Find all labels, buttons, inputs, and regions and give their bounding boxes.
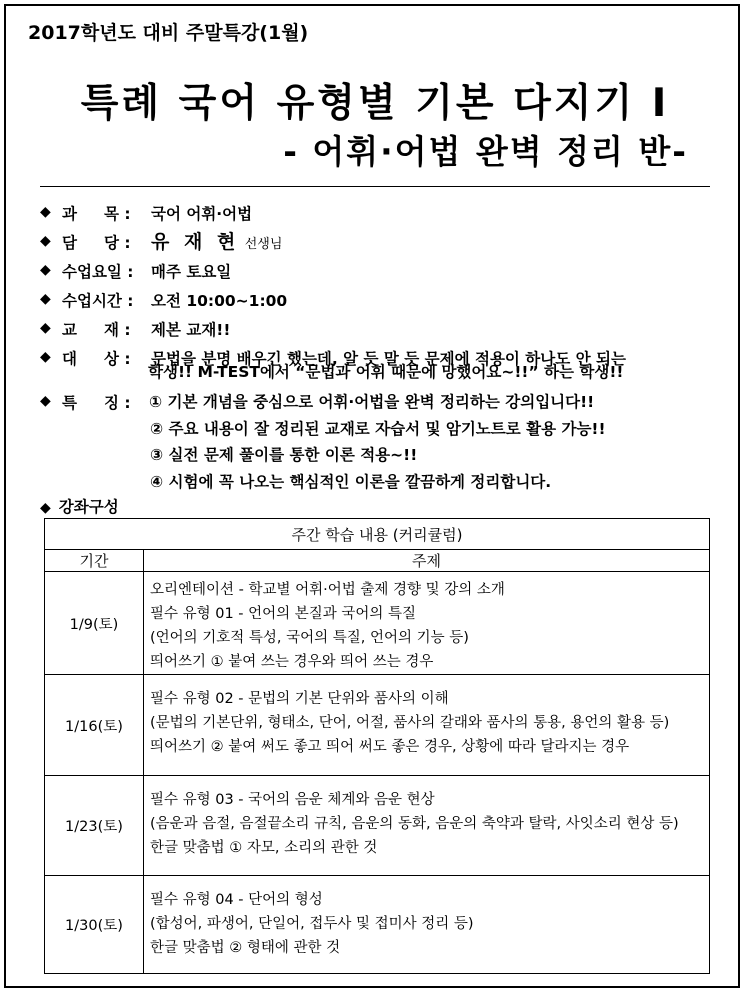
table-row — [45, 572, 710, 675]
target-label: 대 상 : — [62, 350, 131, 368]
topic-line: 띄어쓰기 ① 붙여 쓰는 경우와 띄어 쓰는 경우 — [150, 654, 434, 670]
time-label: 수업시간 : — [62, 292, 134, 310]
topic-line: (문법의 기본단위, 형태소, 단어, 어절, 품사의 갈래와 품사의 통용, 용언의 활용 등) — [150, 715, 670, 731]
subject-value: 국어 어휘·어법 — [151, 205, 253, 223]
page-title: 특례 국어 유형별 기본 다지기 Ⅰ — [80, 81, 670, 126]
table-row — [45, 876, 710, 974]
diamond-bullet-icon: ◆ — [40, 349, 51, 365]
page-subtitle: - 어휘·어법 완벽 정리 반- — [283, 132, 688, 171]
target-line-2: 학생!! M-TEST에서 “문법과 어휘 때문에 망했어요~!!” 하는 학생!! — [148, 363, 624, 381]
curriculum-table — [44, 518, 710, 974]
day-label: 수업요일 : — [62, 263, 134, 281]
teacher-value — [151, 227, 282, 254]
lectures-label: 강좌구성 — [58, 498, 119, 516]
table-header-row — [45, 550, 710, 572]
info-row-teacher — [40, 225, 730, 254]
topic-cell — [144, 776, 710, 876]
textbook-value: 제본 교재!! — [151, 321, 231, 339]
topic-line: 필수 유형 02 - 문법의 기본 단위와 품사의 이해 — [150, 691, 449, 707]
diamond-bullet-icon: ◆ — [40, 393, 51, 409]
col-header-period: 기간 — [45, 550, 144, 572]
subject-label: 과 목 : — [62, 205, 131, 223]
feature-item: ③ 실전 문제 풀이를 통한 이론 적용~!! — [150, 446, 418, 464]
lectures-heading — [40, 495, 119, 517]
topic-line: (합성어, 파생어, 단일어, 접두사 및 접미사 정리 등) — [150, 916, 474, 932]
table-row — [45, 776, 710, 876]
teacher-suffix: 선생님 — [244, 237, 283, 252]
teacher-name: 유 재 현 — [151, 231, 240, 253]
diamond-bullet-icon: ◆ — [40, 500, 51, 516]
topic-line: 필수 유형 04 - 단어의 형성 — [150, 892, 323, 908]
period-cell: 1/30(토) — [45, 876, 144, 974]
day-value: 매주 토요일 — [151, 263, 232, 281]
info-row-time — [40, 283, 730, 312]
teacher-label: 담 당 : — [62, 234, 131, 252]
info-row-textbook — [40, 312, 730, 341]
topic-line: 필수 유형 01 - 언어의 본질과 국어의 특질 — [150, 606, 417, 622]
topic-line: 오리엔테이션 - 학교별 어휘·어법 출제 경향 및 강의 소개 — [150, 582, 505, 598]
title-divider — [40, 186, 710, 187]
diamond-bullet-icon: ◆ — [40, 291, 51, 307]
topic-line: 필수 유형 03 - 국어의 음운 체계와 음운 현상 — [150, 792, 435, 808]
topic-line: (음운과 음절, 음절끝소리 규칙, 음운의 동화, 음운의 축약과 탈락, 사잇소리 현상 등) — [150, 816, 679, 832]
diamond-bullet-icon: ◆ — [40, 320, 51, 336]
features-label: 특 징 : — [62, 394, 131, 412]
period-cell: 1/16(토) — [45, 675, 144, 776]
info-row-day — [40, 254, 730, 283]
info-row-subject — [40, 196, 730, 225]
period-cell: 1/23(토) — [45, 776, 144, 876]
col-header-topic: 주제 — [144, 550, 710, 572]
feature-item: ② 주요 내용이 잘 정리된 교재로 자습서 및 암기노트로 활용 가능!! — [150, 420, 606, 438]
time-value: 오전 10:00~1:00 — [151, 292, 288, 310]
feature-item: ④ 시험에 꼭 나오는 핵심적인 이론을 깔끔하게 정리합니다. — [150, 473, 552, 491]
topic-cell — [144, 675, 710, 776]
diamond-bullet-icon: ◆ — [40, 233, 51, 249]
diamond-bullet-icon: ◆ — [40, 262, 51, 278]
topic-line: (언어의 기호적 특성, 국어의 특질, 언어의 기능 등) — [150, 630, 469, 646]
table-title-row — [45, 519, 710, 550]
table-title: 주간 학습 내용 (커리큘럼) — [45, 519, 710, 550]
topic-line: 한글 맞춤법 ① 자모, 소리의 관한 것 — [150, 840, 378, 856]
course-info — [40, 188, 730, 370]
table-row — [45, 675, 710, 776]
course-year-label: 2017학년도 대비 주말특강(1월) — [28, 22, 309, 44]
target-line-1: 문법을 분명 배우긴 했는데, 알 듯 말 듯 문제에 적용이 하나도 안 되는 — [151, 350, 626, 368]
period-cell: 1/9(토) — [45, 572, 144, 675]
feature-item: ① 기본 개념을 중심으로 어휘·어법을 완벽 정리하는 강의입니다!! — [149, 393, 595, 411]
topic-line: 띄어쓰기 ② 붙여 써도 좋고 띄어 써도 좋은 경우, 상황에 따라 달라지는 경우 — [150, 739, 630, 755]
topic-cell — [144, 572, 710, 675]
topic-line: 한글 맞춤법 ② 형태에 관한 것 — [150, 940, 341, 956]
textbook-label: 교 재 : — [62, 321, 131, 339]
topic-cell — [144, 876, 710, 974]
diamond-bullet-icon: ◆ — [40, 204, 51, 220]
